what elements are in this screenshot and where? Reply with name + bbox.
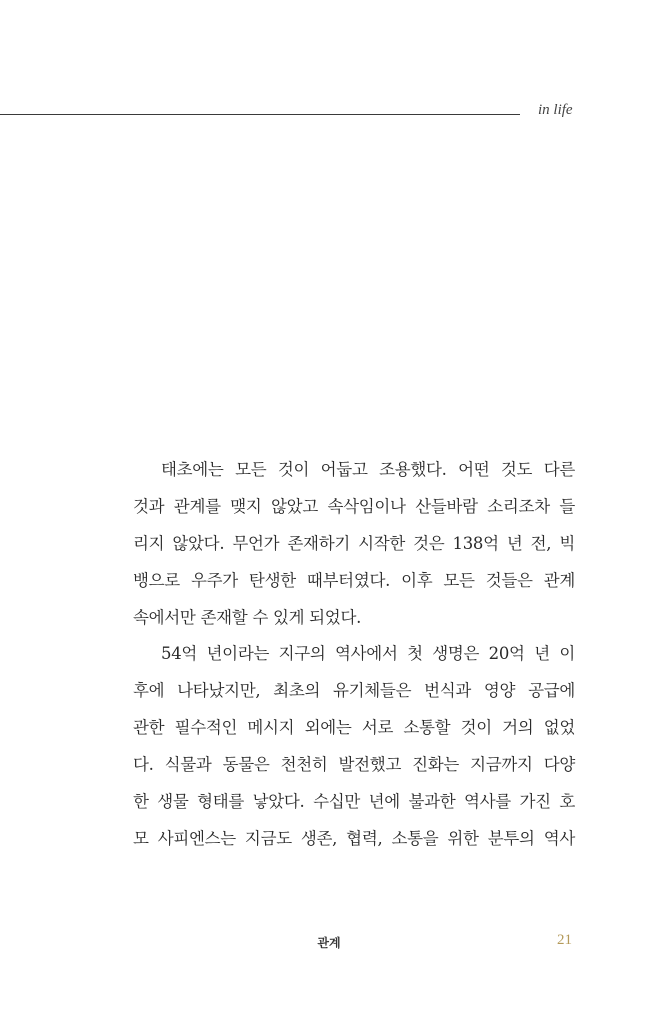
body-line: 것과 관계를 맺지 않았고 속삭임이나 산들바람 소리조차 들 — [133, 496, 575, 516]
section-label: in life — [538, 102, 573, 118]
body-text — [133, 455, 575, 861]
body-line: 모 사피엔스는 지금도 생존, 협력, 소통을 위한 분투의 역사 — [133, 828, 575, 848]
page-number: 21 — [557, 932, 572, 948]
footer-title: 관계 — [317, 936, 341, 950]
header-rule — [0, 114, 520, 115]
body-line: 리지 않았다. 무언가 존재하기 시작한 것은 138억 년 전, 빅 — [133, 533, 575, 553]
body-line: 뱅으로 우주가 탄생한 때부터였다. 이후 모든 것들은 관계 — [133, 570, 575, 590]
body-line: 관한 필수적인 메시지 외에는 서로 소통할 것이 거의 없었 — [133, 718, 575, 738]
body-line: 54억 년이라는 지구의 역사에서 첫 생명은 20억 년 이 — [161, 644, 575, 664]
body-line: 다. 식물과 동물은 천천히 발전했고 진화는 지금까지 다양 — [133, 755, 575, 775]
body-line: 태초에는 모든 것이 어둡고 조용했다. 어떤 것도 다른 — [161, 460, 575, 479]
body-line: 한 생물 형태를 낳았다. 수십만 년에 불과한 역사를 가진 호 — [133, 792, 575, 812]
body-line: 속에서만 존재할 수 있게 되었다. — [133, 607, 362, 627]
body-line: 후에 나타났지만, 최초의 유기체들은 번식과 영양 공급에 — [133, 681, 575, 701]
